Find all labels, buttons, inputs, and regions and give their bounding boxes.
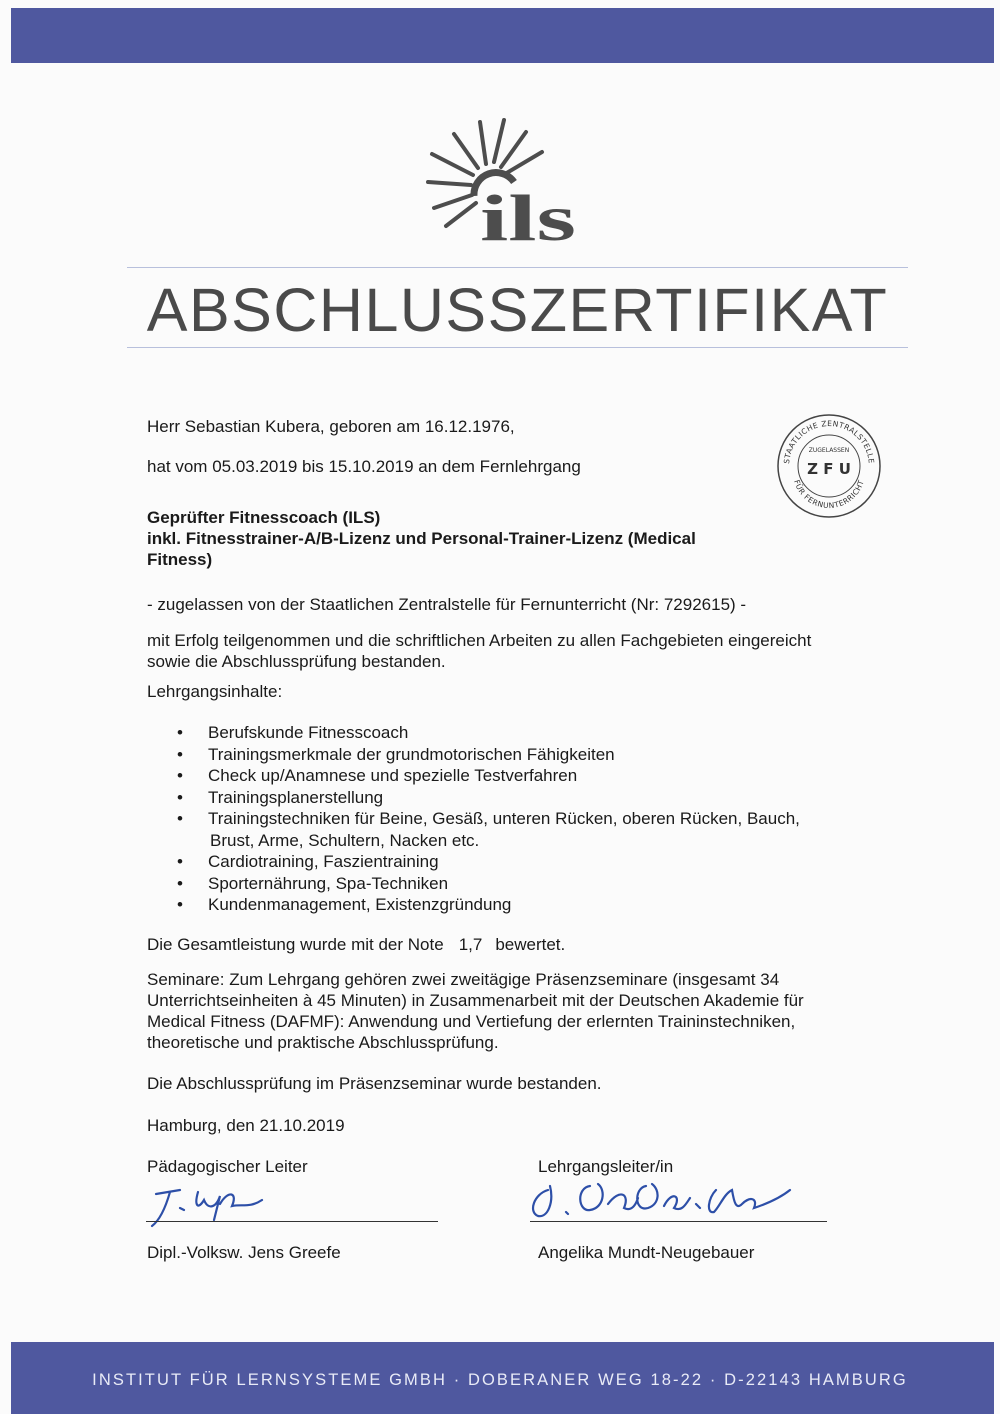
logo-text: ils xyxy=(480,182,576,247)
seminar-line-2: Unterrichtseinheiten à 45 Minuten) in Zusammenarbeit mit der Deutschen Akademie für xyxy=(147,991,804,1010)
title-rule-top xyxy=(127,267,908,268)
grade-prefix: Die Gesamtleistung wurde mit der Note xyxy=(147,935,444,954)
list-item: • Sporternährung, Spa-Techniken xyxy=(177,873,800,895)
contents-list xyxy=(177,722,800,916)
success-line-1: mit Erfolg teilgenommen und die schriftlichen Arbeiten zu allen Fachgebieten eingereicht xyxy=(147,631,812,650)
seminar-line-1: Seminare: Zum Lehrgang gehören zwei zweitägige Präsenzseminare (insgesamt 34 xyxy=(147,970,780,989)
list-item: • Berufskunde Fitnesscoach xyxy=(177,722,800,744)
svg-text:STAATLICHE ZENTRALSTELLE: STAATLICHE ZENTRALSTELLE xyxy=(782,418,876,465)
seminar-line-3: Medical Fitness (DAFMF): Anwendung und Vertiefung der erlernten Traininstechniken, xyxy=(147,1012,796,1031)
course-title-line-2: inkl. Fitnesstrainer-A/B-Lizenz und Personal-Trainer-Lizenz (Medical xyxy=(147,529,696,548)
list-item-continuation: Brust, Arme, Schultern, Nacken etc. xyxy=(210,830,480,850)
title-rule-bottom xyxy=(127,347,908,348)
right-signatory-role: Lehrgangsleiter/in xyxy=(538,1157,674,1176)
list-item: • Trainingsplanerstellung xyxy=(177,787,800,809)
zfu-stamp xyxy=(775,412,883,520)
seminar-line-4: theoretische und praktische Abschlussprüfung. xyxy=(147,1033,499,1052)
contents-heading: Lehrgangsinhalte: xyxy=(147,682,283,701)
svg-text:Z F U: Z F U xyxy=(807,460,851,478)
svg-text:FÜR FERNUNTERRICHT: FÜR FERNUNTERRICHT xyxy=(792,478,866,511)
list-item: • Cardiotraining, Faszientraining xyxy=(177,851,800,873)
right-signature-line xyxy=(530,1221,827,1222)
left-signatory-role: Pädagogischer Leiter xyxy=(147,1157,308,1176)
list-item: • Trainingsmerkmale der grundmotorischen Fähigkeiten xyxy=(177,744,800,766)
success-line-2: sowie die Abschlussprüfung bestanden. xyxy=(147,652,446,671)
page-title: ABSCHLUSSZERTIFIKAT xyxy=(146,276,889,344)
ils-logo xyxy=(424,112,584,247)
svg-text:ZUGELASSEN: ZUGELASSEN xyxy=(808,447,850,454)
list-item: • Check up/Anamnese und spezielle Testverfahren xyxy=(177,765,800,787)
list-item: • Trainingstechniken für Beine, Gesäß, unteren Rücken, oberen Rücken, Bauch, Brust, Arme, Schultern, Nacken etc. xyxy=(177,808,800,851)
left-signatory-name: Dipl.-Volksw. Jens Greefe xyxy=(147,1243,341,1262)
place-date: Hamburg, den 21.10.2019 xyxy=(147,1116,345,1135)
left-signature xyxy=(146,1180,276,1230)
period-line: hat vom 05.03.2019 bis 15.10.2019 an dem Fernlehrgang xyxy=(147,457,581,476)
grade-suffix: bewertet. xyxy=(495,935,566,954)
right-signatory-name: Angelika Mundt-Neugebauer xyxy=(538,1243,755,1262)
footer-address: INSTITUT FÜR LERNSYSTEME GMBH · DOBERANER WEG 18-22 · D-22143 HAMBURG xyxy=(92,1371,908,1389)
approval-line: - zugelassen von der Staatlichen Zentralstelle für Fernunterricht (Nr: 7292615) - xyxy=(147,595,747,614)
grade-line xyxy=(147,934,565,955)
left-signature-line xyxy=(146,1221,438,1222)
top-band xyxy=(11,8,994,63)
right-signature xyxy=(520,1168,810,1233)
course-title-line-3: Fitness) xyxy=(147,550,213,569)
grade-value: 1,7 xyxy=(458,935,483,954)
course-title-line-1: Geprüfter Fitnesscoach (ILS) xyxy=(147,508,381,527)
seminar-result: Die Abschlussprüfung im Präsenzseminar wurde bestanden. xyxy=(147,1074,602,1093)
recipient-line: Herr Sebastian Kubera, geboren am 16.12.1976, xyxy=(147,417,515,436)
list-item: • Kundenmanagement, Existenzgründung xyxy=(177,894,800,916)
